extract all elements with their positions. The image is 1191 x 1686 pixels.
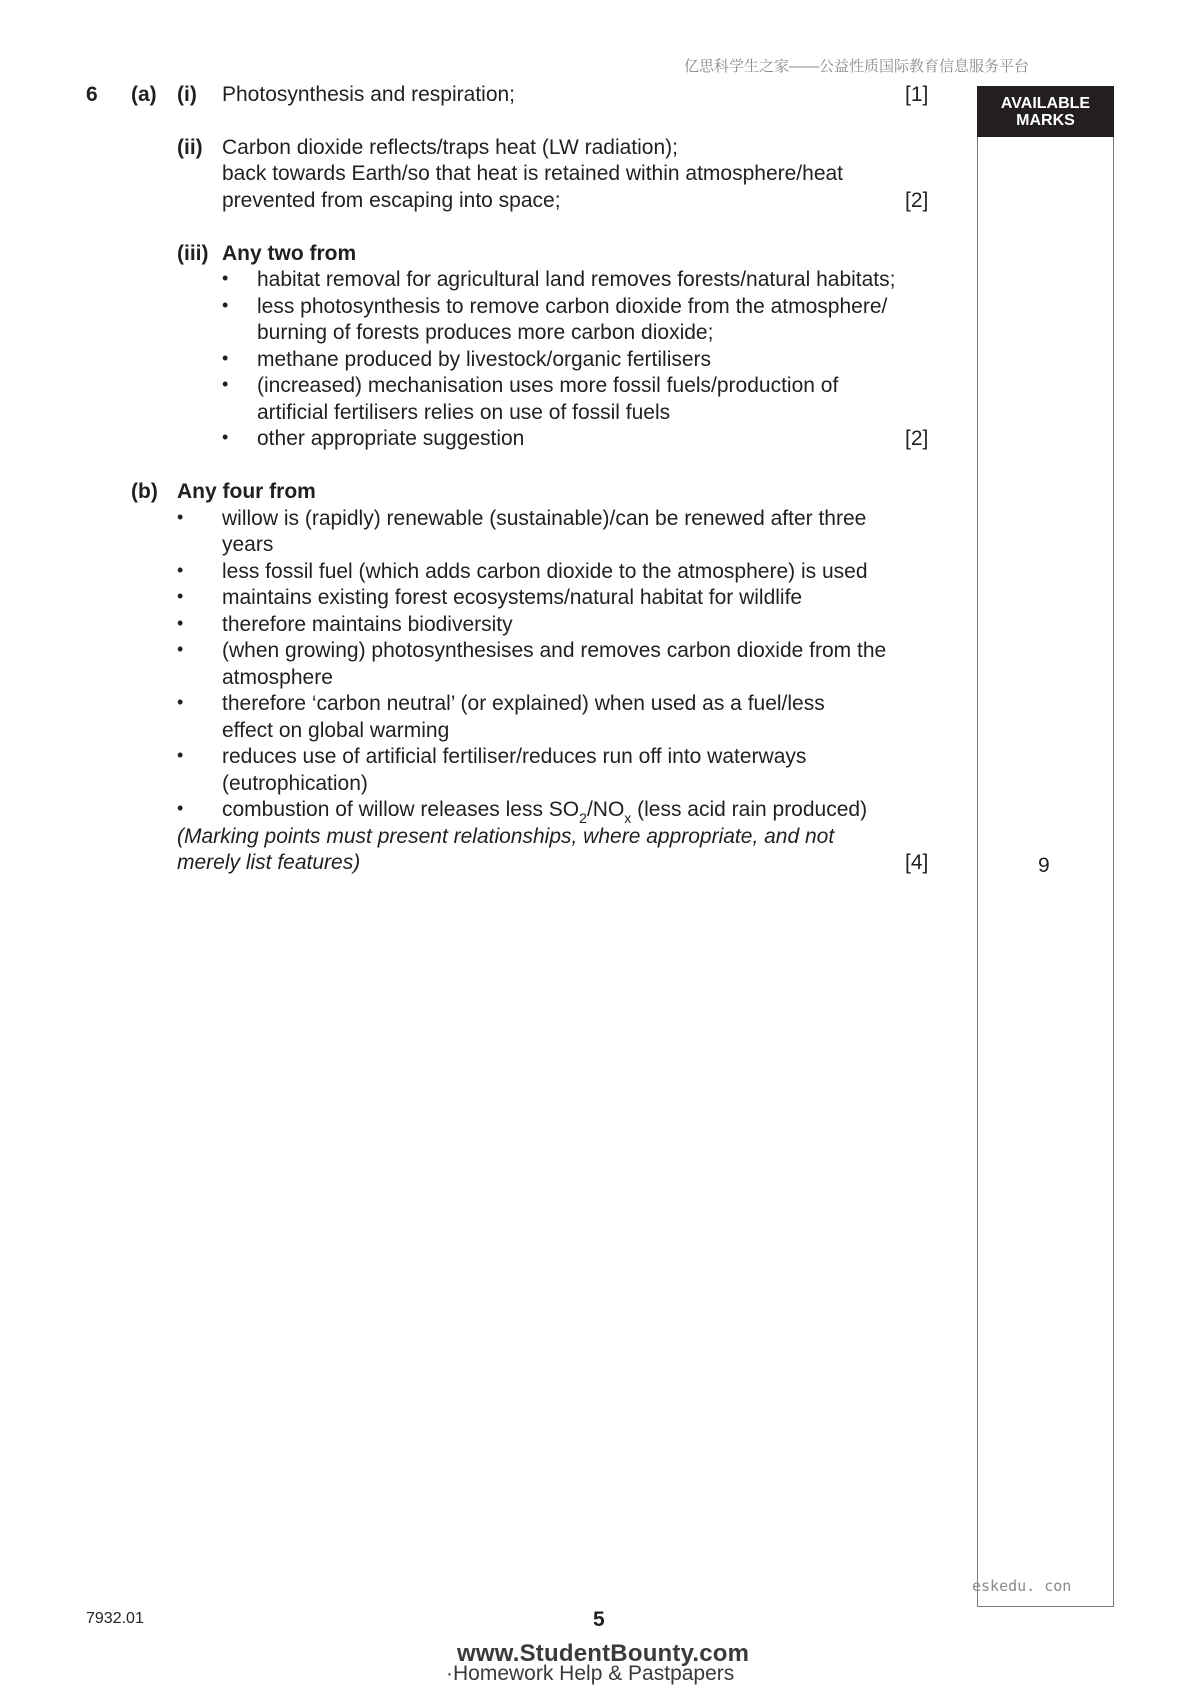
- marks-heading-line2: MARKS: [1016, 111, 1075, 129]
- header-watermark: 亿思科学生之家——公益性质国际教育信息服务平台: [684, 58, 1030, 75]
- list-item: years: [222, 533, 274, 556]
- footer-site-link[interactable]: www.StudentBounty.com: [457, 1640, 750, 1667]
- marks-total: 9: [1038, 854, 1050, 877]
- bullet-icon: •: [177, 639, 184, 659]
- part-a-ii-mark: [2]: [905, 189, 929, 212]
- bullet-icon: •: [177, 745, 184, 765]
- list-item: (increased) mechanisation uses more fossil fuels/production of: [257, 374, 839, 397]
- list-item: habitat removal for agricultural land removes forests/natural habitats;: [257, 268, 896, 291]
- list-item: effect on global warming: [222, 719, 450, 742]
- footer-tagline: ·Homework Help & Pastpapers: [446, 1662, 735, 1685]
- bullet-icon: •: [222, 295, 229, 315]
- list-item: artificial fertilisers relies on use of fossil fuels: [257, 401, 671, 424]
- part-a-ii-line: Carbon dioxide reflects/traps heat (LW radiation);: [222, 136, 678, 159]
- list-item: (eutrophication): [222, 772, 368, 795]
- list-item: methane produced by livestock/organic fertilisers: [257, 348, 712, 371]
- part-a-ii-label: (ii): [177, 136, 203, 159]
- bullet-icon: •: [177, 507, 184, 527]
- part-a-iii-heading: Any two from: [222, 242, 357, 265]
- list-item: atmosphere: [222, 666, 333, 689]
- part-a-i-label: (i): [177, 83, 197, 106]
- list-item: willow is (rapidly) renewable (sustainable)/can be renewed after three: [222, 507, 867, 530]
- part-b-mark: [4]: [905, 851, 929, 874]
- list-item: therefore maintains biodiversity: [222, 613, 513, 636]
- bullet-icon: •: [222, 427, 229, 447]
- marking-note: merely list features): [177, 851, 361, 874]
- list-item: (when growing) photosynthesises and removes carbon dioxide from the: [222, 639, 887, 662]
- part-a-ii-line: prevented from escaping into space;: [222, 189, 561, 212]
- part-b-heading: Any four from: [177, 480, 316, 503]
- marking-note: (Marking points must present relationships, where appropriate, and not: [177, 825, 835, 848]
- part-a-label: (a): [131, 83, 157, 106]
- bullet-icon: •: [222, 348, 229, 368]
- part-a-i-mark: [1]: [905, 83, 929, 106]
- bullet-icon: •: [222, 374, 229, 394]
- list-item: burning of forests produces more carbon dioxide;: [257, 321, 714, 344]
- list-item: maintains existing forest ecosystems/natural habitat for wildlife: [222, 586, 803, 609]
- part-a-i-answer: Photosynthesis and respiration;: [222, 83, 516, 106]
- list-item: less photosynthesis to remove carbon dioxide from the atmosphere/: [257, 295, 888, 318]
- bullet-icon: •: [177, 613, 184, 633]
- bullet-icon: •: [222, 268, 229, 288]
- part-a-iii-mark: [2]: [905, 427, 929, 450]
- question-number: 6: [86, 83, 98, 106]
- bullet-icon: •: [177, 560, 184, 580]
- marks-heading-line1: AVAILABLE: [1000, 94, 1091, 112]
- bullet-icon: •: [177, 586, 184, 606]
- part-b-label: (b): [131, 480, 158, 503]
- paper-code: 7932.01: [86, 1610, 144, 1627]
- marks-column-heading: [977, 86, 1114, 137]
- list-item: therefore ‘carbon neutral’ (or explained) when used as a fuel/less: [222, 692, 825, 715]
- list-item: other appropriate suggestion: [257, 427, 525, 450]
- list-item: less fossil fuel (which adds carbon dioxide to the atmosphere) is used: [222, 560, 868, 583]
- bullet-icon: •: [177, 798, 184, 818]
- part-a-ii-line: back towards Earth/so that heat is retained within atmosphere/heat: [222, 162, 844, 185]
- list-item: reduces use of artificial fertiliser/reduces run off into waterways: [222, 745, 807, 768]
- part-a-iii-label: (iii): [177, 242, 209, 265]
- side-watermark: eskedu. con: [972, 1577, 1072, 1595]
- marks-column: [977, 86, 1114, 1607]
- page-number: 5: [593, 1608, 605, 1631]
- list-item-formula: combustion of willow releases less $SO_2/NO_x$ (less acid rain produced): [222, 798, 868, 826]
- bullet-icon: •: [177, 692, 184, 712]
